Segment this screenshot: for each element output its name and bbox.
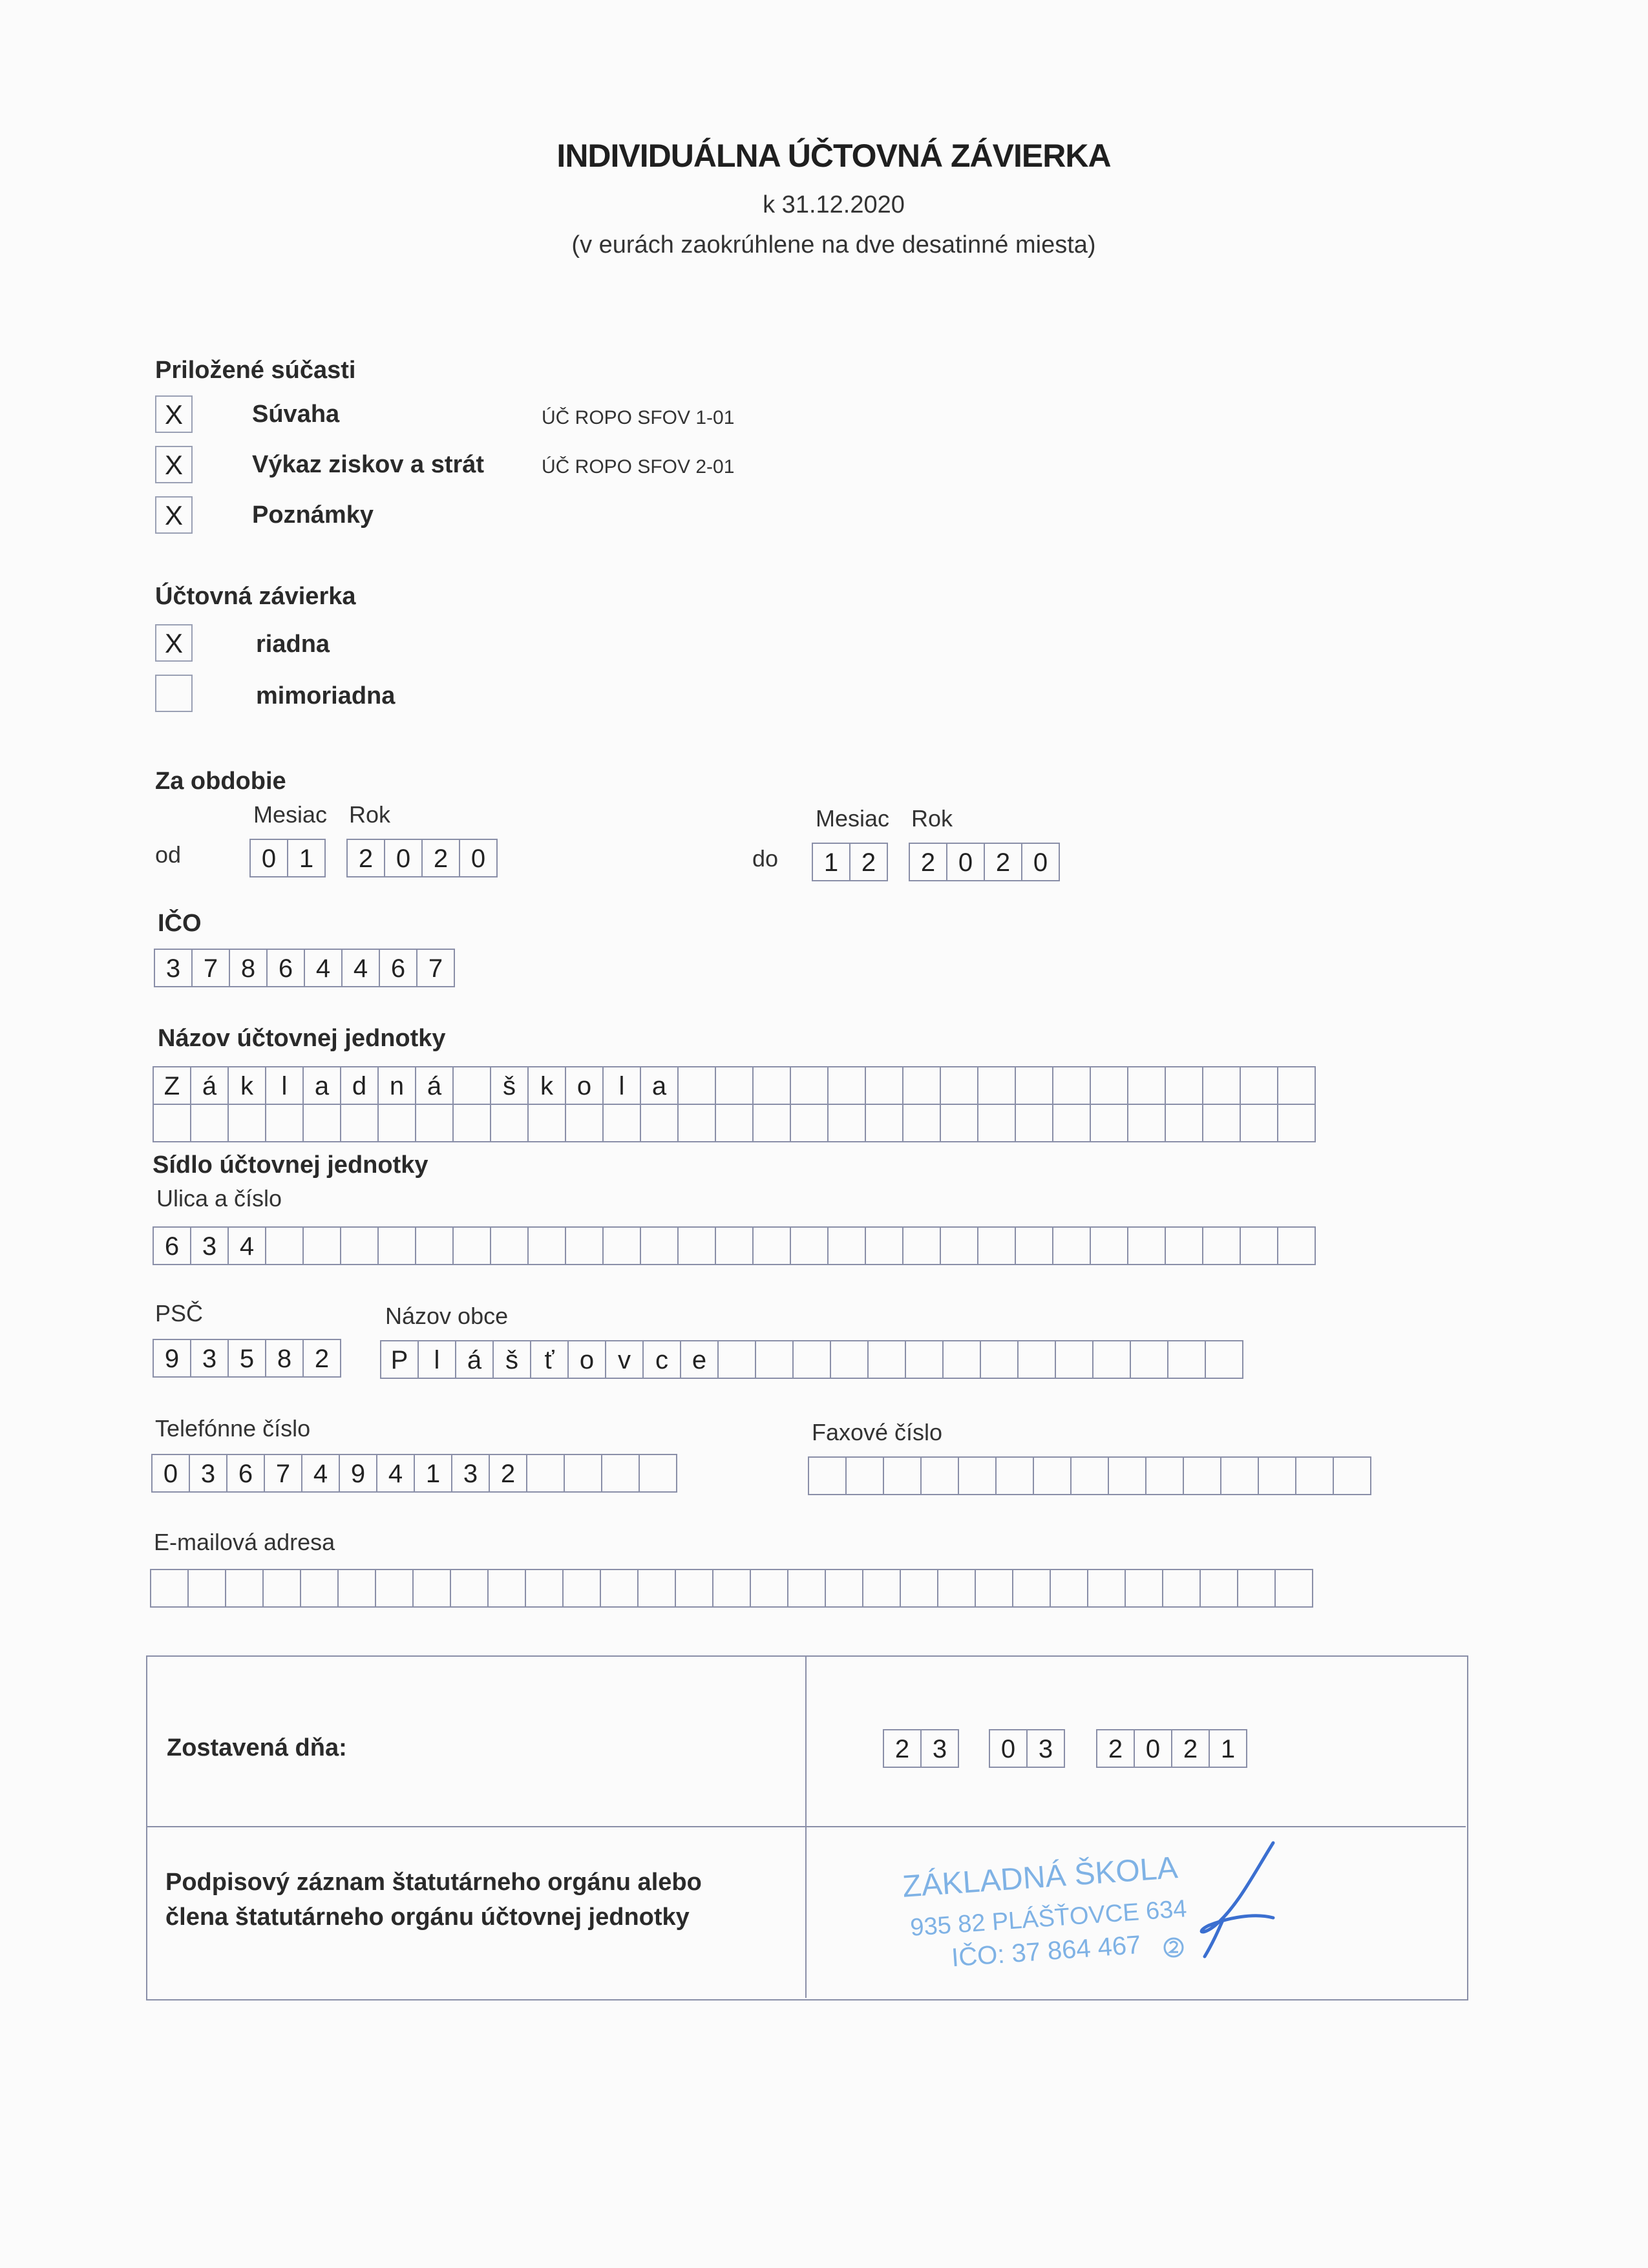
attachments-heading: Priložené súčasti xyxy=(155,357,356,384)
period-to-year-field[interactable] xyxy=(909,843,1059,881)
char-cell xyxy=(755,1340,794,1379)
char-cell xyxy=(640,1226,679,1265)
char-cell: 0 xyxy=(151,1454,190,1493)
char-cell xyxy=(995,1456,1034,1495)
char-cell xyxy=(920,1456,959,1495)
char-cell xyxy=(1130,1340,1168,1379)
char-cell: 0 xyxy=(459,839,498,877)
char-cell: 1 xyxy=(1209,1729,1247,1768)
char-cell xyxy=(715,1066,754,1105)
char-cell: 2 xyxy=(489,1454,527,1493)
char-cell: 2 xyxy=(984,843,1022,881)
char-cell xyxy=(337,1569,376,1608)
document-date: k 31.12.2020 xyxy=(763,191,905,218)
period-to-label: do xyxy=(752,845,779,872)
char-cell xyxy=(883,1456,922,1495)
statement-regular-checkbox[interactable]: X xyxy=(155,624,193,662)
char-cell: 8 xyxy=(265,1339,304,1378)
char-cell xyxy=(1277,1066,1316,1105)
char-cell xyxy=(750,1569,788,1608)
char-cell xyxy=(1162,1569,1201,1608)
char-cell xyxy=(190,1104,229,1142)
char-cell: 9 xyxy=(339,1454,377,1493)
char-cell xyxy=(415,1104,454,1142)
char-cell: k xyxy=(227,1066,266,1105)
char-cell xyxy=(153,1104,191,1142)
char-cell xyxy=(940,1226,978,1265)
char-cell xyxy=(677,1104,716,1142)
char-cell xyxy=(715,1226,754,1265)
char-cell: l xyxy=(417,1340,456,1379)
char-cell xyxy=(302,1226,341,1265)
signoff-table-divider xyxy=(805,1657,807,1998)
char-cell xyxy=(1090,1226,1128,1265)
char-cell xyxy=(717,1340,756,1379)
fax-field[interactable] xyxy=(808,1456,1370,1495)
char-cell xyxy=(187,1569,226,1608)
char-cell: a xyxy=(302,1066,341,1105)
char-cell xyxy=(790,1066,829,1105)
period-to-month-label: Mesiac xyxy=(816,805,890,832)
period-from-month-field[interactable] xyxy=(249,839,324,877)
char-cell xyxy=(1090,1104,1128,1142)
char-cell xyxy=(942,1340,981,1379)
char-cell: š xyxy=(490,1066,529,1105)
char-cell: á xyxy=(415,1066,454,1105)
period-to-month-field[interactable] xyxy=(812,843,887,881)
char-cell: Z xyxy=(153,1066,191,1105)
char-cell: 3 xyxy=(190,1226,229,1265)
phone-label: Telefónne číslo xyxy=(155,1415,311,1442)
char-cell xyxy=(1017,1340,1056,1379)
char-cell xyxy=(1165,1226,1203,1265)
char-cell xyxy=(565,1226,604,1265)
char-cell: 5 xyxy=(227,1339,266,1378)
char-cell xyxy=(265,1104,304,1142)
char-cell: 4 xyxy=(227,1226,266,1265)
char-cell xyxy=(958,1456,997,1495)
char-cell: 6 xyxy=(379,949,417,987)
char-cell xyxy=(1295,1456,1334,1495)
attachment-balance-checkbox[interactable]: X xyxy=(155,395,193,433)
char-cell: l xyxy=(265,1066,304,1105)
char-cell xyxy=(675,1569,713,1608)
char-cell: l xyxy=(602,1066,641,1105)
char-cell xyxy=(1127,1104,1166,1142)
char-cell xyxy=(452,1104,491,1142)
char-cell: c xyxy=(642,1340,681,1379)
char-cell xyxy=(905,1340,944,1379)
char-cell: 0 xyxy=(1134,1729,1172,1768)
char-cell: 3 xyxy=(451,1454,490,1493)
signature-label-line-1: Podpisový záznam štatutárneho orgánu alebo xyxy=(165,1869,702,1896)
char-cell xyxy=(1015,1226,1053,1265)
char-cell xyxy=(490,1104,529,1142)
fax-label: Faxové číslo xyxy=(812,1419,943,1445)
city-field[interactable] xyxy=(380,1340,1242,1379)
char-cell: e xyxy=(680,1340,719,1379)
street-label: Ulica a číslo xyxy=(156,1185,282,1212)
char-cell: 4 xyxy=(376,1454,415,1493)
char-cell: v xyxy=(605,1340,644,1379)
char-cell: 6 xyxy=(266,949,305,987)
char-cell xyxy=(377,1104,416,1142)
char-cell xyxy=(1277,1104,1316,1142)
char-cell: 1 xyxy=(287,839,326,877)
char-cell xyxy=(302,1104,341,1142)
attachment-notes-label: Poznámky xyxy=(252,501,374,529)
char-cell: 1 xyxy=(414,1454,452,1493)
period-from-label: od xyxy=(155,841,182,868)
stamp-line-2: 935 82 PLÁŠŤOVCE 634 xyxy=(909,1895,1188,1942)
char-cell xyxy=(1240,1104,1278,1142)
char-cell xyxy=(452,1066,491,1105)
compiled-month-field[interactable] xyxy=(989,1729,1064,1768)
char-cell: 0 xyxy=(384,839,423,877)
street-field[interactable] xyxy=(153,1226,1315,1265)
period-from-year-label: Rok xyxy=(349,801,391,828)
char-cell xyxy=(902,1104,941,1142)
char-cell xyxy=(900,1569,938,1608)
char-cell xyxy=(1205,1340,1243,1379)
statement-regular-label: riadna xyxy=(256,631,330,658)
char-cell xyxy=(977,1226,1016,1265)
entity-name-field[interactable] xyxy=(153,1066,1315,1141)
char-cell xyxy=(1050,1569,1088,1608)
char-cell xyxy=(562,1569,601,1608)
char-cell xyxy=(845,1456,884,1495)
char-cell xyxy=(1165,1066,1203,1105)
char-cell xyxy=(865,1066,903,1105)
char-cell xyxy=(1012,1569,1051,1608)
char-cell xyxy=(1240,1066,1278,1105)
psc-field[interactable] xyxy=(153,1339,340,1378)
char-cell xyxy=(980,1340,1019,1379)
char-cell: 7 xyxy=(416,949,455,987)
signature-label-line-2: člena štatutárneho orgánu účtovnej jednotky xyxy=(165,1904,690,1931)
stamp-line-3: IČO: 37 864 467 xyxy=(950,1930,1142,1973)
char-cell: 3 xyxy=(190,1339,229,1378)
char-cell xyxy=(1127,1066,1166,1105)
char-cell xyxy=(639,1454,677,1493)
char-cell xyxy=(526,1454,565,1493)
statement-extraordinary-checkbox[interactable] xyxy=(155,675,193,712)
char-cell: 2 xyxy=(1171,1729,1210,1768)
char-cell: 6 xyxy=(153,1226,191,1265)
char-cell xyxy=(265,1226,304,1265)
char-cell: k xyxy=(527,1066,566,1105)
statement-extraordinary-label: mimoriadna xyxy=(256,682,396,709)
char-cell xyxy=(1127,1226,1166,1265)
char-cell xyxy=(340,1226,379,1265)
char-cell xyxy=(1070,1456,1109,1495)
char-cell xyxy=(1202,1226,1241,1265)
char-cell: 3 xyxy=(189,1454,227,1493)
char-cell: 0 xyxy=(1021,843,1060,881)
char-cell: 4 xyxy=(341,949,380,987)
char-cell xyxy=(1015,1066,1053,1105)
char-cell: 7 xyxy=(191,949,230,987)
char-cell xyxy=(827,1104,866,1142)
char-cell: 9 xyxy=(153,1339,191,1378)
char-cell xyxy=(227,1104,266,1142)
char-cell xyxy=(375,1569,414,1608)
char-cell: á xyxy=(455,1340,494,1379)
stamp-line-1: ZÁKLADNÁ ŠKOLA xyxy=(901,1851,1179,1904)
char-cell xyxy=(340,1104,379,1142)
char-cell xyxy=(902,1226,941,1265)
char-cell xyxy=(808,1456,847,1495)
char-cell: 2 xyxy=(346,839,385,877)
char-cell: 3 xyxy=(920,1729,959,1768)
char-cell xyxy=(752,1226,791,1265)
char-cell: o xyxy=(565,1066,604,1105)
entity-name-row-2 xyxy=(153,1104,1315,1142)
char-cell xyxy=(1274,1569,1313,1608)
char-cell xyxy=(1240,1226,1278,1265)
address-heading: Sídlo účtovnej jednotky xyxy=(153,1151,428,1179)
char-cell xyxy=(1033,1456,1072,1495)
char-cell: n xyxy=(377,1066,416,1105)
char-cell xyxy=(640,1104,679,1142)
ico-label: IČO xyxy=(158,910,202,937)
document-note: (v eurách zaokrúhlene na dve desatinné miesta) xyxy=(571,231,1096,258)
char-cell xyxy=(490,1226,529,1265)
char-cell xyxy=(752,1066,791,1105)
char-cell xyxy=(300,1569,339,1608)
char-cell: o xyxy=(567,1340,606,1379)
char-cell xyxy=(865,1226,903,1265)
char-cell: 4 xyxy=(301,1454,340,1493)
char-cell xyxy=(790,1104,829,1142)
char-cell xyxy=(790,1226,829,1265)
char-cell xyxy=(377,1226,416,1265)
period-from-year-field[interactable] xyxy=(346,839,496,877)
char-cell xyxy=(1167,1340,1206,1379)
char-cell: 0 xyxy=(249,839,288,877)
char-cell xyxy=(940,1066,978,1105)
attachment-balance-label: Súvaha xyxy=(252,401,340,428)
char-cell xyxy=(1092,1340,1131,1379)
attachment-pl-label: Výkaz ziskov a strát xyxy=(252,451,485,478)
email-label: E-mailová adresa xyxy=(154,1529,335,1555)
char-cell: 4 xyxy=(304,949,343,987)
char-cell xyxy=(792,1340,831,1379)
phone-field[interactable] xyxy=(151,1454,676,1493)
signature-mark xyxy=(1176,1835,1293,1964)
char-cell xyxy=(1199,1569,1238,1608)
char-cell: d xyxy=(340,1066,379,1105)
char-cell xyxy=(412,1569,451,1608)
char-cell xyxy=(601,1454,640,1493)
char-cell: P xyxy=(380,1340,419,1379)
char-cell xyxy=(977,1066,1016,1105)
char-cell xyxy=(787,1569,826,1608)
char-cell xyxy=(600,1569,639,1608)
char-cell: 8 xyxy=(229,949,268,987)
char-cell xyxy=(452,1226,491,1265)
char-cell xyxy=(150,1569,189,1608)
char-cell xyxy=(1052,1066,1091,1105)
char-cell xyxy=(415,1226,454,1265)
char-cell: 0 xyxy=(989,1729,1028,1768)
signoff-table-row-divider xyxy=(147,1826,1466,1827)
char-cell xyxy=(712,1569,751,1608)
char-cell xyxy=(825,1569,863,1608)
char-cell xyxy=(1258,1456,1296,1495)
char-cell xyxy=(262,1569,301,1608)
compiled-day-field[interactable] xyxy=(883,1729,958,1768)
char-cell: 2 xyxy=(421,839,460,877)
char-cell xyxy=(564,1454,602,1493)
char-cell xyxy=(677,1226,716,1265)
attachment-notes-checkbox[interactable]: X xyxy=(155,496,193,534)
char-cell xyxy=(937,1569,976,1608)
char-cell xyxy=(1183,1456,1221,1495)
char-cell xyxy=(940,1104,978,1142)
char-cell xyxy=(1202,1066,1241,1105)
char-cell xyxy=(1333,1456,1371,1495)
char-cell xyxy=(1090,1066,1128,1105)
char-cell xyxy=(1220,1456,1259,1495)
char-cell xyxy=(865,1104,903,1142)
entity-name-row-1 xyxy=(153,1066,1315,1105)
char-cell xyxy=(1237,1569,1276,1608)
char-cell: 0 xyxy=(946,843,985,881)
char-cell xyxy=(1202,1104,1241,1142)
char-cell xyxy=(1052,1226,1091,1265)
char-cell xyxy=(565,1104,604,1142)
char-cell xyxy=(1277,1226,1316,1265)
char-cell xyxy=(1052,1104,1091,1142)
char-cell xyxy=(1087,1569,1126,1608)
email-field[interactable] xyxy=(150,1569,1312,1608)
char-cell xyxy=(527,1104,566,1142)
char-cell: 6 xyxy=(226,1454,265,1493)
char-cell xyxy=(1165,1104,1203,1142)
char-cell xyxy=(752,1104,791,1142)
char-cell xyxy=(1125,1569,1163,1608)
char-cell xyxy=(225,1569,264,1608)
char-cell xyxy=(715,1104,754,1142)
attachment-pl-code: ÚČ ROPO SFOV 2-01 xyxy=(542,456,735,478)
char-cell xyxy=(450,1569,489,1608)
char-cell xyxy=(827,1066,866,1105)
char-cell xyxy=(867,1340,906,1379)
char-cell xyxy=(902,1066,941,1105)
period-from-month-label: Mesiac xyxy=(253,801,328,828)
attachment-balance-code: ÚČ ROPO SFOV 1-01 xyxy=(542,407,735,428)
char-cell xyxy=(527,1226,566,1265)
char-cell xyxy=(677,1066,716,1105)
char-cell: 2 xyxy=(909,843,947,881)
char-cell xyxy=(827,1226,866,1265)
char-cell: š xyxy=(492,1340,531,1379)
city-label: Názov obce xyxy=(385,1303,509,1329)
compiled-label: Zostavená dňa: xyxy=(167,1734,347,1761)
char-cell: 2 xyxy=(1096,1729,1135,1768)
char-cell: 2 xyxy=(849,843,888,881)
char-cell xyxy=(862,1569,901,1608)
attachment-pl-checkbox[interactable]: X xyxy=(155,446,193,483)
compiled-year-field[interactable] xyxy=(1096,1729,1246,1768)
char-cell: 3 xyxy=(1026,1729,1065,1768)
ico-field[interactable] xyxy=(154,949,454,987)
statement-type-heading: Účtovná závierka xyxy=(155,583,356,610)
char-cell xyxy=(1108,1456,1146,1495)
char-cell xyxy=(1145,1456,1184,1495)
char-cell xyxy=(1055,1340,1093,1379)
char-cell: 2 xyxy=(302,1339,341,1378)
period-to-year-label: Rok xyxy=(911,805,953,832)
char-cell xyxy=(1015,1104,1053,1142)
char-cell: a xyxy=(640,1066,679,1105)
char-cell xyxy=(830,1340,869,1379)
char-cell xyxy=(487,1569,526,1608)
char-cell xyxy=(525,1569,564,1608)
document-title: INDIVIDUÁLNA ÚČTOVNÁ ZÁVIERKA xyxy=(556,138,1111,174)
char-cell: ť xyxy=(530,1340,569,1379)
period-heading: Za obdobie xyxy=(155,768,286,795)
psc-label: PSČ xyxy=(155,1300,204,1327)
char-cell: á xyxy=(190,1066,229,1105)
char-cell xyxy=(975,1569,1013,1608)
char-cell xyxy=(602,1226,641,1265)
char-cell xyxy=(637,1569,676,1608)
char-cell: 7 xyxy=(264,1454,302,1493)
char-cell: 1 xyxy=(812,843,850,881)
entity-name-label: Názov účtovnej jednotky xyxy=(158,1025,446,1052)
char-cell xyxy=(977,1104,1016,1142)
char-cell xyxy=(602,1104,641,1142)
char-cell: 2 xyxy=(883,1729,922,1768)
char-cell: 3 xyxy=(154,949,193,987)
